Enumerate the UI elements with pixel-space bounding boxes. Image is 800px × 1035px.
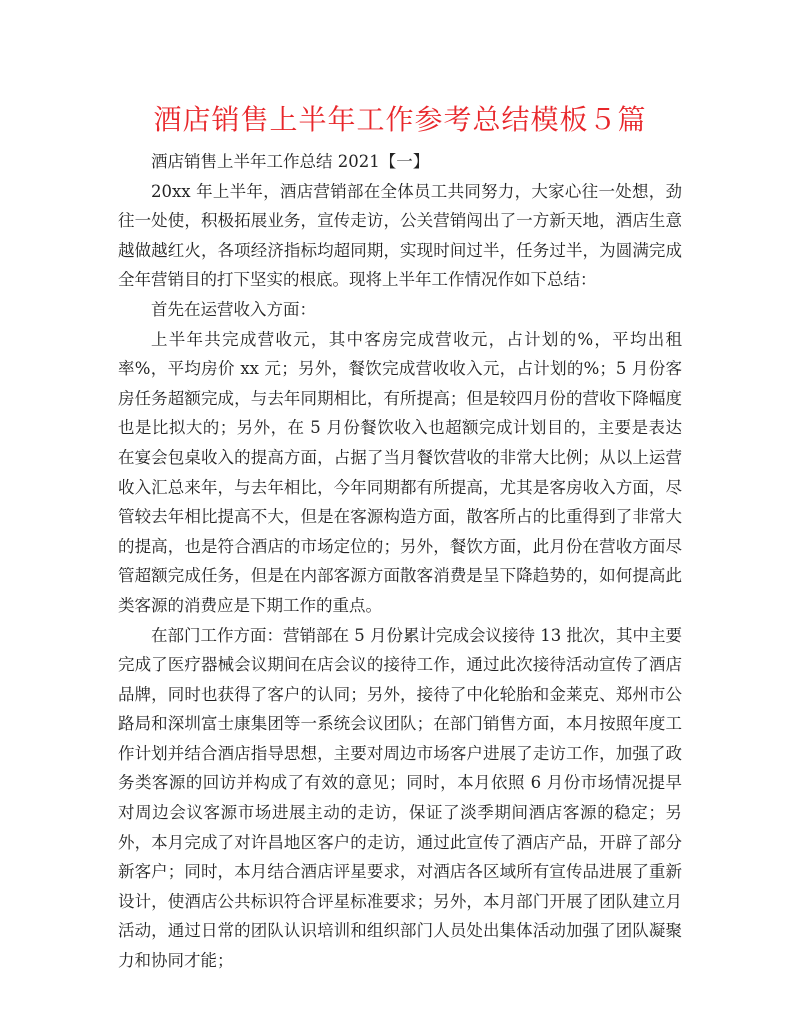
section-heading: 酒店销售上半年工作总结 2021【一】 xyxy=(151,152,430,171)
paragraph-revenue: 上半年共完成营收元，其中客房完成营收元，占计划的%，平均出租率%，平均房价 xx 元；另外，餐饮完成营收收入元，占计划的%；5 月份客房任务超额完成，与去年同期相比，有所提高；但是较四月份的营收下降幅度也是比拟大的；另外，在 5 月份餐饮收入也超额完成计划目的，主要是表达在宴会包桌收入的提高方面，占据了当月餐饮营收的非常大比例；从以上运营收入汇总来年，与去年相比，今年同期都有所提高，尤其是客房收入方面，尽管较去年相比提高不大，但是在客源构造方面，散客所占的比重得到了非常大的提高，也是符合酒店的市场定位的；另外，餐饮方面，此月份在营收方面尽管超额完成任务，但是在内部客源方面散客消费是呈下降趋势的，如何提高此类客源的消费应是下期工作的重点。 xyxy=(118,329,682,615)
document-body xyxy=(118,147,682,976)
paragraph-department: 在部门工作方面：营销部在 5 月份累计完成会议接待 13 批次，其中主要完成了医疗器械会议期间在店会议的接待工作，通过此次接待活动宣传了酒店品牌，同时也获得了客户的认同；另外，接待了中化轮胎和金莱克、郑州市公路局和深圳富士康集团等一系统会议团队；在部门销售方面，本月按照年度工作计划并结合酒店指导思想，主要对周边市场客户进展了走访工作，加强了政务类客源的回访并构成了有效的意见；同时，本月依照 6 月份市场情况提早对周边会议客源市场进展主动的走访，保证了淡季期间酒店客源的稳定；另外，本月完成了对许昌地区客户的走访，通过此宣传了酒店产品，开辟了部分新客户；同时，本月结合酒店评星要求，对酒店各区域所有宣传品进展了重新设计，使酒店公共标识符合评星标准要求；另外，本月部门开展了团队建立月活动，通过日常的团队认识培训和组织部门人员处出集体活动加强了团队凝聚力和协同才能； xyxy=(118,625,682,971)
paragraph-intro: 20xx 年上半年，酒店营销部在全体员工共同努力，大家心往一处想，劲往一处使，积极拓展业务，宣传走访，公关营销闯出了一方新天地，酒店生意越做越红火，各项经济指标均超同期，实现时间过半，任务过半，为圆满完成全年营销目的打下坚实的根底。现将上半年工作情况作如下总结： xyxy=(118,181,682,290)
paragraph-revenue-heading: 首先在运营收入方面： xyxy=(151,299,316,319)
document-title: 酒店销售上半年工作参考总结模板５篇 xyxy=(153,103,647,136)
